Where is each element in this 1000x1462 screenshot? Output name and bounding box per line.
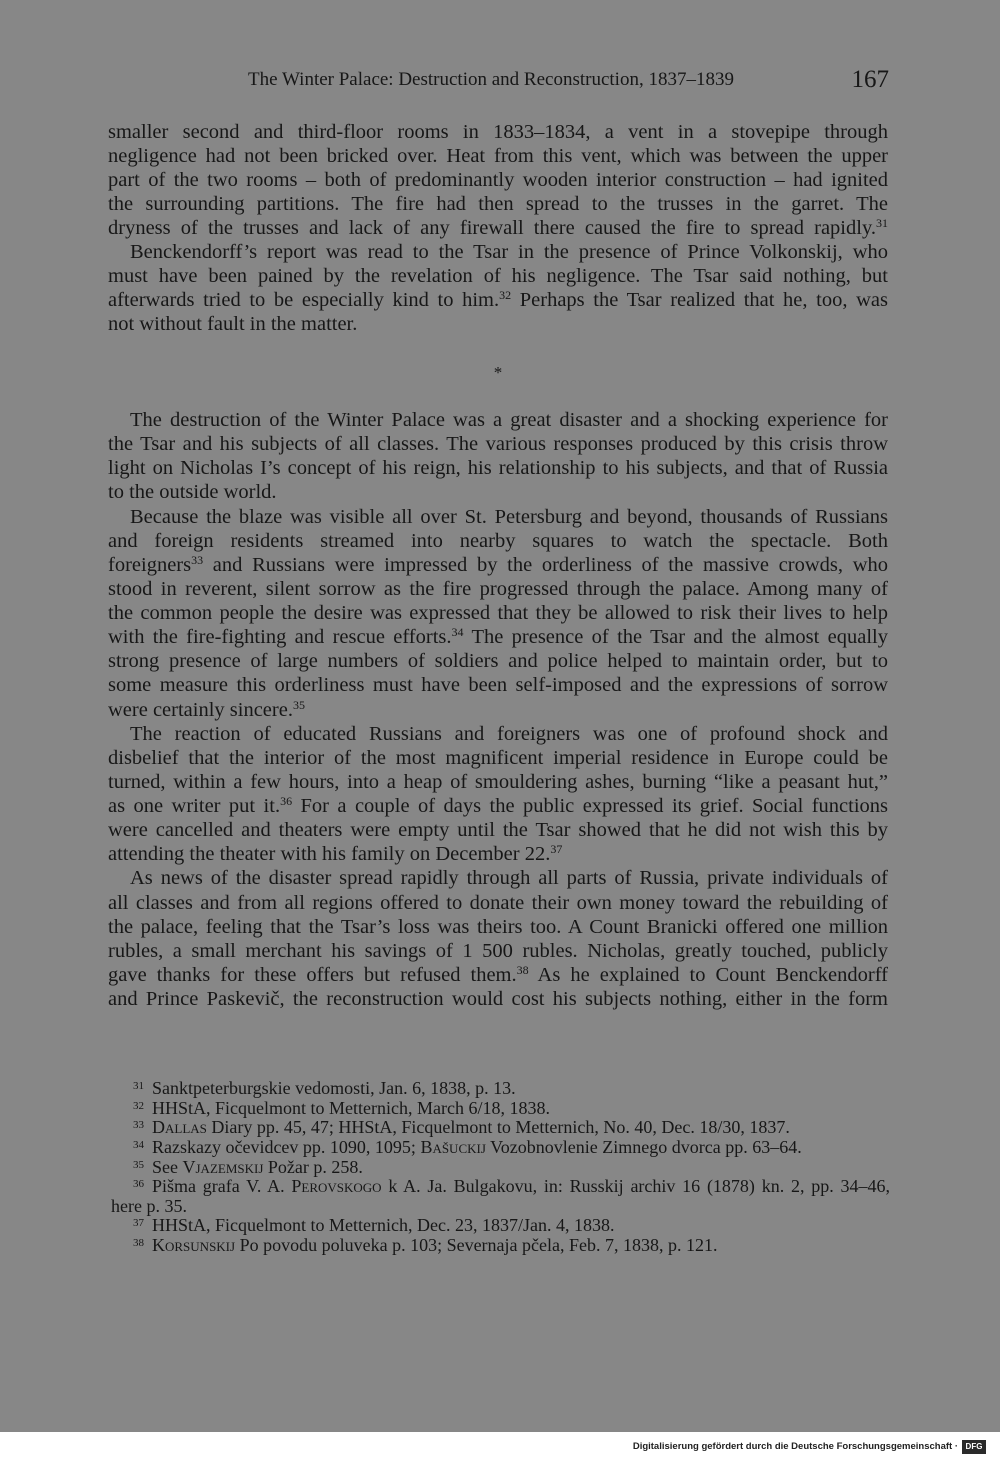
text-run: were cancelled and theaters were empty until the Tsar showed that he did not wish this by [108, 819, 888, 842]
paragraph [108, 120, 888, 240]
text-line [108, 505, 888, 529]
dfg-funding-credit: Digitalisierung gefördert durch die Deutsche Forschungsgemeinschaft · [632, 1441, 958, 1452]
text-line [108, 529, 888, 553]
body-text-after-break [108, 408, 888, 1011]
text-run: Because the blaze was visible all over St. Petersburg and beyond, thousands of Russians [130, 505, 888, 528]
page-number: 167 [851, 66, 889, 93]
footnote-line [108, 1099, 890, 1119]
text-line [108, 915, 888, 939]
dfg-logo: DFG [962, 1440, 986, 1454]
footnote-number: 34 [133, 1138, 144, 1151]
text-line [108, 987, 888, 1011]
text-run: stood in reverent, silent sorrow as the fire progressed through the palace. Among many of [108, 577, 888, 600]
footnote-number: 32 [133, 1099, 144, 1112]
footnote-number: 31 [133, 1080, 144, 1093]
text-run: smaller second and third-floor rooms in 1833–1834, a vent in a stovepipe through [108, 121, 888, 143]
text-line [108, 432, 888, 456]
footnote [108, 1099, 890, 1119]
text-line [108, 891, 888, 915]
text-line [108, 794, 888, 818]
footnote-line [108, 1177, 890, 1197]
text-run: were certainly sincere. [108, 698, 293, 721]
footnote [108, 1158, 890, 1178]
text-line [108, 456, 888, 480]
text-run: As he explained to Count Benckendorff [528, 963, 888, 986]
text-run: must have been pained by the revelation of his negligence. The Tsar said nothing, but [108, 265, 888, 287]
footnote-line [108, 1197, 890, 1217]
paragraph [108, 240, 888, 336]
footnote [108, 1079, 890, 1099]
footnote-reference: 38 [516, 962, 529, 977]
text-run: the common people the desire was expressed that they be allowed to risk their lives to help [108, 602, 888, 624]
running-title: The Winter Palace: Destruction and Reconstruction, 1837–1839 [248, 69, 734, 90]
text-run: Sanktpeterburgskie vedomosti, Jan. 6, 1838, p. 13. [152, 1078, 516, 1099]
footnote-line [108, 1216, 890, 1236]
footnote-line [108, 1118, 890, 1138]
text-line [108, 168, 888, 192]
text-run: and foreign residents streamed into nearby squares to watch the spectacle. Both [108, 529, 888, 552]
text-run: and Russians were impressed by the orderliness of the massive crowds, who [203, 553, 888, 576]
section-break-asterisk: * [493, 363, 503, 382]
text-run: here p. 35. [111, 1195, 187, 1216]
text-run: Vozobnovlenie Zimnego dvorca pp. 63–64. [485, 1136, 802, 1157]
footnote-reference: 36 [280, 794, 293, 808]
text-run: The reaction of educated Russians and foreigners was one of profound shock and [130, 722, 888, 745]
text-run: negligence had not been bricked over. Heat from this vent, which was between the upper [108, 145, 888, 167]
text-run: Požar p. 258. [263, 1156, 363, 1177]
text-run: The presence of the Tsar and the almost equally [463, 626, 888, 649]
text-line [108, 625, 888, 649]
small-caps-name: Korsunskij [152, 1234, 236, 1255]
footnote-reference: 37 [550, 842, 563, 857]
text-run: For a couple of days the public expressed its grief. Social functions [292, 795, 888, 817]
footnote-reference: 32 [499, 288, 512, 302]
text-run: The destruction of the Winter Palace was a great disaster and a shocking experience for [130, 409, 888, 431]
text-run: gave thanks for these offers but refused them. [108, 963, 517, 986]
body-text-before-break [108, 120, 888, 336]
small-caps-name: Dallas [152, 1117, 207, 1138]
text-run: Diary pp. 45, 47; HHStA, Ficquelmont to Metternich, No. 40, Dec. 18/30, 1837. [206, 1117, 790, 1138]
text-run: to the outside world. [108, 481, 277, 504]
footnote-number: 37 [133, 1217, 144, 1230]
text-run: Benckendorff’s report was read to the Tsar in the presence of Prince Volkonskij, who [130, 241, 888, 263]
text-run: HHStA, Ficquelmont to Metternich, Dec. 23, 1837/Jan. 4, 1838. [152, 1215, 615, 1236]
text-line [108, 264, 888, 288]
text-run: the surrounding partitions. The fire had then spread to the trusses in the garret. The [108, 193, 888, 215]
text-run: attending the theater with his family on December 22. [108, 843, 551, 866]
text-line [108, 939, 888, 963]
footnote-number: 36 [133, 1178, 144, 1191]
text-line [108, 192, 888, 216]
footnote-reference: 33 [191, 552, 204, 567]
text-run: Perhaps the Tsar realized that he, too, was [511, 289, 888, 311]
text-line [108, 963, 888, 987]
paragraph [108, 866, 888, 1011]
text-run: all classes and from all regions offered to donate their own money toward the rebuilding of [108, 891, 888, 914]
paragraph [108, 408, 888, 505]
footnote-line [108, 1236, 890, 1256]
footnote-number: 33 [133, 1119, 144, 1132]
text-run: Razskazy očevidcev pp. 1090, 1095; [152, 1136, 421, 1157]
footnote [108, 1236, 890, 1256]
text-run: foreigners [108, 553, 192, 576]
text-line [108, 601, 888, 625]
text-run: and Prince Paskevič, the reconstruction would cost his subjects nothing, either in the form [108, 988, 888, 1010]
text-line [108, 480, 888, 504]
text-line [108, 240, 888, 264]
text-run: Pišma grafa V. A. [152, 1176, 292, 1197]
paragraph [108, 722, 888, 867]
small-caps-name: Perovskogo [291, 1176, 382, 1197]
text-line [108, 144, 888, 168]
footnote [108, 1177, 890, 1216]
text-line [108, 866, 888, 890]
footnote [108, 1118, 890, 1138]
footnote-line [108, 1138, 890, 1158]
text-run: HHStA, Ficquelmont to Metternich, March 6/18, 1838. [152, 1097, 550, 1118]
footnote-number: 35 [133, 1158, 144, 1171]
text-line [108, 288, 888, 312]
footnotes [108, 1079, 890, 1255]
text-run: afterwards tried to be especially kind to him. [108, 289, 500, 311]
footnote-line [108, 1079, 890, 1099]
text-run: light on Nicholas I’s concept of his reign, his relationship to his subjects, and that of Russia [108, 457, 888, 480]
text-run: some measure this orderliness must have been self-imposed and the expressions of sorrow [108, 674, 888, 697]
footnote [108, 1138, 890, 1158]
text-run: as one writer put it. [108, 795, 281, 817]
text-line [108, 818, 888, 842]
text-line [108, 120, 888, 144]
footnote-reference: 31 [876, 216, 888, 230]
text-run: disbelief that the interior of the most magnificent imperial residence in Europe could be [108, 746, 888, 769]
text-run: not without fault in the matter. [108, 313, 358, 335]
text-line [108, 577, 888, 601]
text-run: strong presence of large numbers of soldiers and police helped to maintain order, but to [108, 650, 888, 673]
text-line [108, 722, 888, 746]
text-line [108, 698, 888, 722]
text-line [108, 312, 888, 336]
text-line [108, 553, 888, 577]
text-run: See [152, 1156, 183, 1177]
text-run: k A. Ja. Bulgakovu, in: Russkij archiv 16 (1878) kn. 2, pp. 34–46, [381, 1176, 890, 1197]
text-line [108, 408, 888, 432]
text-line [108, 649, 888, 673]
text-line [108, 673, 888, 697]
footnote-reference: 34 [451, 625, 464, 640]
text-run: Po povodu poluveka p. 103; Severnaja pčela, Feb. 7, 1838, p. 121. [235, 1234, 718, 1255]
text-run: the Tsar and his subjects of all classes. The various responses produced by this crisis throw [108, 433, 888, 456]
text-line [108, 746, 888, 770]
text-run: turned, within a few hours, into a heap of smouldering ashes, burning “like a peasant hut,” [108, 770, 888, 793]
footer-bar [0, 1432, 1000, 1462]
text-line [108, 842, 888, 866]
text-run: part of the two rooms – both of predominantly wooden interior construction – had ignited [108, 169, 888, 191]
text-run: the palace, feeling that the Tsar’s loss was theirs too. A Count Branicki offered one million [108, 915, 888, 938]
footnote [108, 1216, 890, 1236]
small-caps-name: Vjazemskij [182, 1156, 264, 1177]
footnote-reference: 35 [292, 697, 305, 712]
text-run: rubles, a small merchant his savings of 1 500 rubles. Nicholas, greatly touched, publicly [108, 939, 888, 962]
paragraph [108, 505, 888, 722]
text-run: with the fire-fighting and rescue efforts. [108, 626, 452, 649]
small-caps-name: Bašuckij [420, 1136, 486, 1157]
text-run: As news of the disaster spread rapidly through all parts of Russia, private individuals of [130, 867, 888, 890]
footnote-line [108, 1158, 890, 1178]
footnote-number: 38 [133, 1236, 144, 1249]
text-line [108, 770, 888, 794]
text-run: dryness of the trusses and lack of any firewall there caused the fire to spread rapidly. [108, 217, 876, 239]
text-line [108, 216, 888, 240]
